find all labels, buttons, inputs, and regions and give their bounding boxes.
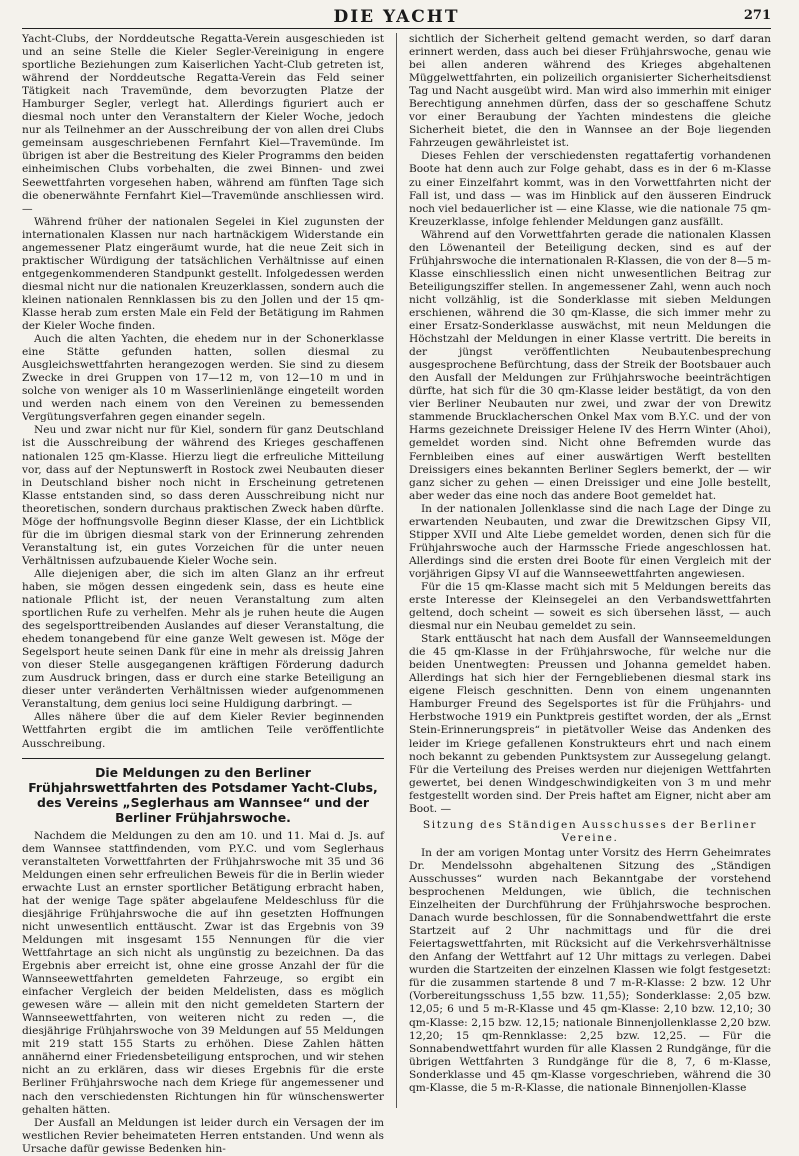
paragraph: Alle diejenigen aber, die sich im alten Glanz an ihr erfreut haben, sie mögen dessen eingedenk sein, dass es heute eine nationale Pflicht ist, der neuen Veranstaltung zum alten sportlichen Rufe zu verhelfen. Mehr als je ruhen heute die Augen des segelsporttreibenden Auslandes auf dieser Veranstaltung, die ehedem tonangebend für eine ganze Welt gewesen ist. Möge der Segelsport heute seinen Dank für eine in mehr als dreissig Jahren von dieser Stelle ausgegangenen kräftigen Förderung dadurch zum Ausdruck bringen, dass er durch eine starke Beteiligung an dieser unter veränderten Verhältnissen wieder aufgenommenen Veranstaltung, dem genius loci seine Huldigung darbringt. —	[22, 567, 384, 711]
magazine-title: DIE YACHT	[333, 7, 460, 27]
page-header	[22, 6, 771, 29]
paragraph: Yacht-Clubs, der Norddeutsche Regatta-Verein ausgeschieden ist und an seine Stelle die Kieler Segler-Vereinigung in engere sportliche Beziehungen zum Kaiserlichen Yacht-Club getreten ist, während der Norddeutsche Regatta-Verein das Feld seiner Tätigkeit nach Travemünde, dem bevorzugten Platze der Hamburger Segler, verlegt hat. Allerdings figuriert auch er diesmal noch unter den Veranstaltern der Kieler Woche, jedoch nur als Teilnehmer an der Ausschreibung der von allen drei Clubs gemeinsam ausgeschriebenen Fernfahrt Kiel—Travemünde. Im übrigen ist aber die Bestreitung des Kieler Programms den beiden einheimischen Clubs vorbehalten, die zwei Binnen- und zwei Seewettfahrten vorgesehen haben, während am fünften Tage sich die obenerwähnte Fernfahrt Kiel—Travemünde anschliessen wird. —	[22, 33, 384, 215]
paragraph: Neu und zwar nicht nur für Kiel, sondern für ganz Deutschland ist die Ausschreibung der während des Krieges geschaffenen nationalen 125 qm-Klasse. Hierzu liegt die erfreuliche Mitteilung vor, dass auf der Neptunswerft in Rostock zwei Neubauten dieser in Deutschland bisher noch nicht in Erscheinung getretenen Klasse entstanden sind, so dass deren Ausschreibung nicht nur theoretischen, sondern durchaus praktischen Zweck haben dürfte. Möge der hoffnungsvolle Beginn dieser Klasse, der ein Lichtblick für die im übrigen diesmal stark von der Erinnerung zehrenden Veranstaltung ist, ein gutes Vorzeichen für die unter neuen Verhältnissen aufzubauende Kieler Woche sein.	[22, 424, 384, 567]
paragraph: Während auf den Vorwettfahrten gerade die nationalen Klassen den Löwenanteil der Beteiligung decken, sind es auf der Frühjahrswoche die internationalen R-Klassen, die von der 8—5 m-Klasse einschliesslich einen nicht unwesentlichen Beitrag zur Beteiligungsziffer stellen. In angemessener Zahl, wenn auch noch nicht vollzählig, ist die Sonderklasse mit sieben Meldungen erschienen, während die 30 qm-Klasse, die sich immer mehr zu einer Ersatz-Sonderklasse auswächst, mit neun Meldungen die Höchstzahl der Meldungen in einer Klasse vertritt. Die bereits in der jüngst veröffentlichten Neubautenbesprechung ausgesprochene Befürchtung, dass der Streik der Bootsbauer auch den Ausfall der Meldungen zur Frühjahrswoche beeinträchtigen dürfte, hat sich für die 30 qm-Klasse leider bestätigt, da von den vier Berliner Neubauten nur zwei, und zwar der von Drewitz stammende Brucklacherschen Onkel Max vom B.Y.C. und der von Harms gezeichnete Dreissiger Helene IV des Herrn Winter (Ahoi), gemeldet worden sind. Nicht ohne Befremden wurde das Fernbleiben eines auf einer auswärtigen Werft bestellten Dreissigers eines bekannten Berliner Seglers bemerkt, der — wir ganz sicher zu gehen — einen Dreissiger und eine Jolle bestellt, aber weder das eine noch das andere Boot gemeldet hat.	[409, 228, 771, 502]
right-column	[409, 33, 771, 1108]
paragraph: Stark enttäuscht hat nach dem Ausfall der Wannseemeldungen die 45 qm-Klasse in der Frühjahrswoche, für welche nur die beiden Unentwegten: Preussen und Johanna gemeldet haben. Allerdings hat sich hier der Ferngebliebenen diesmal stark ins eigene Fleisch geschnitten. Denn von einem ungenannten Hamburger Freund des Segelsportes ist für die Frühjahrs- und Herbstwoche 1919 ein Punktpreis gestiftet worden, der als „Ernst Stein-Erinnerungspreis“ in pietätvoller Weise das Andenken des leider im Kriege gefallenen Konstrukteurs ehrt und nach einem noch bekannt zu gebenden Punktsystem zur Aussegelung gelangt. Für die Verteilung des Preises werden nur diejenigen Wettfahrten gewertet, bei denen Windgeschwindigkeiten von 3 m und mehr festgestellt worden sind. Der Preis haftet am Eigner, nicht aber am Boot. —	[409, 633, 771, 815]
paragraph: Alles nähere über die auf dem Kieler Revier beginnenden Wettfahrten ergibt die im amtlichen Teile veröffentlichte Ausschreibung.	[22, 711, 384, 750]
paragraph: Der Ausfall an Meldungen ist leider durch ein Versagen der im westlichen Revier beheimateten Herren entstanden. Und wenn als Ursache dafür gewisse Bedenken hin-	[22, 1116, 384, 1155]
paragraph: In der am vorigen Montag unter Vorsitz des Herrn Geheimrates Dr. Mendelssohn abgehaltenen Sitzung des „Ständigen Ausschusses“ wurden nach Bekanntgabe der vorstehend besprochenen Meldungen, wie üblich, die technischen Einzelheiten der Durchführung der Frühjahrswoche besprochen. Danach wurde beschlossen, für die Sonnabendwettfahrt die erste Startzeit auf 2 Uhr nachmittags und für die drei Feiertagswettfahrten, mit Rücksicht auf die Verkehrsverhältnisse den Anfang der Wettfahrt auf 12 Uhr mittags zu verlegen. Dabei wurden die Startzeiten der einzelnen Klassen wie folgt festgesetzt: für die zusammen startende 8 und 7 m-R-Klasse: 2 bzw. 12 Uhr (Vorbereitungsschuss 1,55 bzw. 11,55); Sonderklasse: 2,05 bzw. 12,05; 6 und 5 m-R-Klasse und 45 qm-Klasse: 2,10 bzw. 12,10; 30 qm-Klasse: 2,15 bzw. 12,15; nationale Binnenjollenklasse 2,20 bzw. 12,20; 15 qm-Rennklasse: 2,25 bzw. 12,25. — Für die Sonnabendwettfahrt wurden für alle Klassen 2 Rundgänge, für die übrigen Wettfahrten 3 Rundgänge für die 8, 7, 6 m-Klasse, Sonderklasse und 45 qm-Klasse vorgeschrieben, während die 30 qm-Klasse, die 5 m-R-Klasse, die nationale Binnenjollen-Klasse	[409, 846, 771, 1094]
paragraph: Für die 15 qm-Klasse macht sich mit 5 Meldungen bereits das erste Interesse der Kleinsegelei an den Verbandswettfahrten geltend, doch scheint — soweit es sich übersehen lässt, — auch diesmal nur ein Neubau gemeldet zu sein.	[409, 580, 771, 633]
left-column	[22, 33, 384, 1155]
paragraph: Während früher der nationalen Segelei in Kiel zugunsten der internationalen Klassen nur nach hartnäckigem Widerstande ein angemessener Platz eingeräumt wurde, hat die neue Zeit sich in praktischer Würdigung der tatsächlichen Verhältnisse auf einen entgegenkommenderen Standpunkt gestellt. Infolgedessen werden diesmal nicht nur die nationalen Kreuzerklassen, sondern auch die kleinen nationalen Rennklassen bis zu den Jollen und der 15 qm-Klasse herab zum ersten Male ein Feld der Betätigung im Rahmen der Kieler Woche finden.	[22, 215, 384, 333]
text-columns	[22, 33, 771, 1155]
subheading: Sitzung des Ständigen Ausschusses der Berliner Vereine.	[422, 818, 758, 844]
paragraph: Auch die alten Yachten, die ehedem nur in der Schonerklasse eine Stätte gefunden hatten, sollen diesmal zu Ausgleichswettfahrten herangezogen werden. Sie sind zu diesem Zwecke in drei Gruppen von 17—12 m, von 12—10 m und in solche von weniger als 10 m Wasserlinienlänge eingeteilt worden und werden nach einem von den Vereinen zu bemessenden Vergütungsverfahren gegen einander segeln.	[22, 333, 384, 424]
section-heading: Die Meldungen zu den Berliner Frühjahrswettfahrten des Potsdamer Yacht-Clubs, des Vereins „Seglerhaus am Wannsee“ und der Berliner Frühjahrswoche.	[28, 764, 378, 825]
paragraph: In der nationalen Jollenklasse sind die nach Lage der Dinge zu erwartenden Neubauten, und zwar die Drewitzschen Gipsy VII, Stipper XVII und Alte Liebe gemeldet worden, denen sich für die Frühjahrswoche auch der Harmssche Friede angeschlossen hat. Allerdings sind die ersten drei Boote für einen Vergleich mit der vorjährigen Gipsy VI auf die Wannseewettfahrten angewiesen.	[409, 502, 771, 580]
paragraph: sichtlich der Sicherheit geltend gemacht werden, so darf daran erinnert werden, dass auch bei dieser Frühjahrswoche, genau wie bei allen anderen während des Krieges abgehaltenen Müggelwettfahrten, ein polizeilich organisierter Sicherheitsdienst Tag und Nacht ausgeübt wird. Man wird also immerhin mit einiger Berechtigung annehmen dürfen, dass der so geschaffene Schutz vor einer Beraubung der Yachten mindestens die gleiche Sicherheit bietet, die den in Wannsee an der Boje liegenden Fahrzeugen gewährleistet ist.	[409, 33, 771, 150]
section-divider	[22, 758, 384, 759]
column-rule	[396, 33, 397, 1108]
paragraph: Nachdem die Meldungen zu den am 10. und 11. Mai d. Js. auf dem Wannsee stattfindenden, vom P.Y.C. und vom Seglerhaus veranstalteten Vorwettfahrten der Frühjahrswoche mit 35 und 36 Meldungen einen sehr erfreulichen Beweis für die in Berlin wieder erwachte Lust an ernster sportlicher Betätigung erbracht haben, hat der wenige Tage später abgelaufene Meldeschluss für die diesjährige Frühjahrswoche die auf ihn gesetzten Hoffnungen nicht unwesentlich enttäuscht. Zwar ist das Ergebnis von 39 Meldungen mit insgesamt 155 Nennungen für die vier Wettfahrtage an sich nicht als ungünstig zu bezeichnen. Da das Ergebnis aber erreicht ist, ohne eine grosse Anzahl der für die Wannseewettfahrten gemeldeten Fahrzeuge, so ergibt ein einfacher Vergleich der beiden Meldelisten, dass es möglich gewesen wäre — allein mit den nicht gemeldeten Startern der Wannseewettfahrten, von weiteren nicht zu reden —, die diesjährige Frühjahrswoche von 39 Meldungen auf 55 Meldungen mit 219 statt 155 Starts zu erhöhen. Diese Zahlen hätten annähernd einer Friedensbeteiligung entsprochen, und wir stehen nicht an zu erklären, dass wir dieses Ergebnis für die erste Berliner Frühjahrswoche nach dem Kriege für angemessener und nach den verschiedensten Richtungen hin für wünschenswerter gehalten hätten.	[22, 829, 384, 1116]
paragraph: Dieses Fehlen der verschiedensten regattafertig vorhandenen Boote hat denn auch zur Folge gehabt, dass es in der 6 m-Klasse zu einer Einzelfahrt kommt, was in den Vorwettfahrten nicht der Fall ist, und dass — was im Hinblick auf den äusseren Eindruck noch viel bedauerlicher ist — eine Klasse, wie die nationale 75 qm-Kreuzerklasse, infolge fehlender Meldungen ganz ausfällt.	[409, 150, 771, 228]
page-number: 271	[743, 8, 771, 23]
